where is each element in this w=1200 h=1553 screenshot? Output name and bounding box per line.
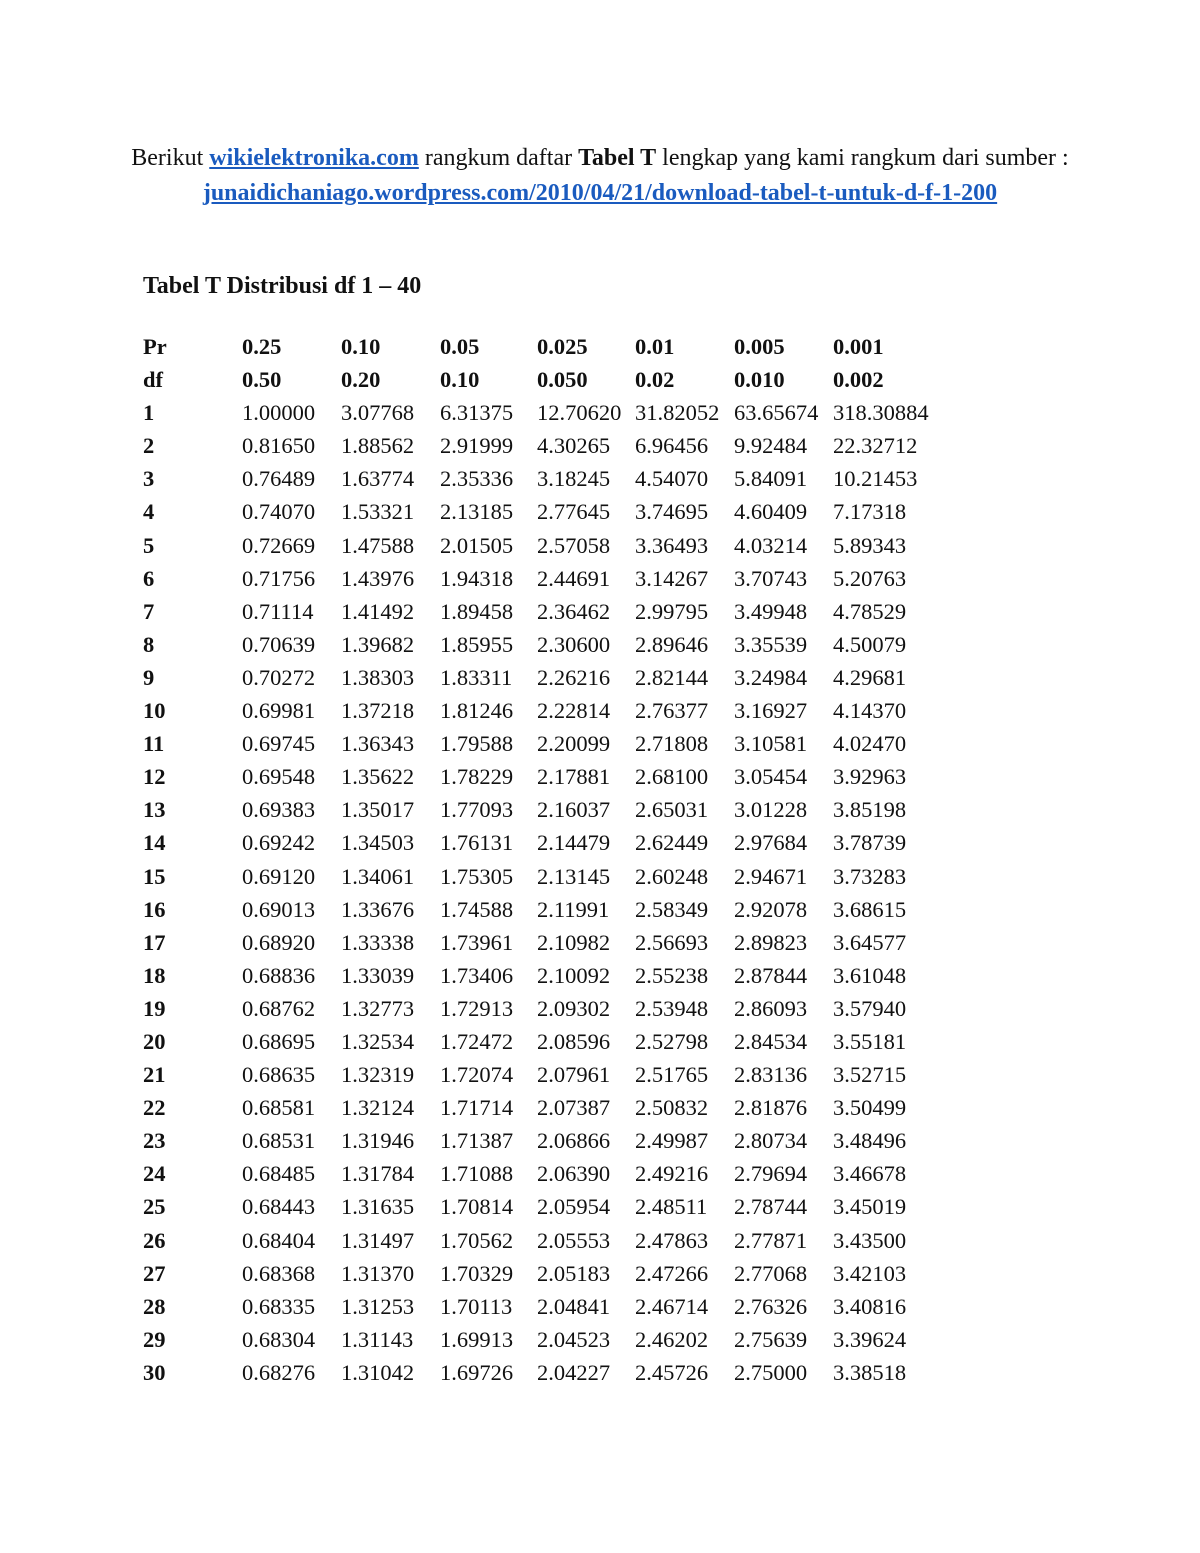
table-cell: 3.92963	[833, 764, 907, 790]
table-cell: 2.07961	[537, 1062, 611, 1088]
table-row	[143, 694, 943, 727]
table-cell: 0.68920	[242, 929, 316, 955]
table-cell: 2.13185	[440, 499, 514, 525]
table-cell: 1.72074	[440, 1062, 514, 1088]
table-cell: 2.49216	[635, 1161, 709, 1187]
row-label-cell: 10	[143, 698, 166, 724]
table-cell: 0.81650	[242, 433, 316, 459]
table-cell: 2.58349	[635, 896, 709, 922]
table-row	[143, 661, 943, 694]
table-cell: 2.79694	[734, 1161, 808, 1187]
table-cell: 1.33039	[341, 962, 415, 988]
section-heading: Tabel T Distribusi df 1 – 40	[143, 273, 422, 299]
table-cell: 22.32712	[833, 433, 918, 459]
table-cell: 1.88562	[341, 433, 415, 459]
row-label-cell: 2	[143, 433, 155, 459]
intro-paragraph	[130, 141, 1070, 211]
table-cell: 1.00000	[242, 400, 316, 426]
table-row	[143, 1157, 943, 1190]
table-row	[143, 793, 943, 826]
table-cell: 2.35336	[440, 466, 514, 492]
table-cell: 1.85955	[440, 631, 514, 657]
table-cell: 2.13145	[537, 863, 611, 889]
row-label-cell: 28	[143, 1293, 166, 1319]
table-row	[143, 495, 943, 528]
row-label-cell: 21	[143, 1062, 166, 1088]
table-cell: 2.86093	[734, 995, 808, 1021]
table-cell: 1.89458	[440, 598, 514, 624]
table-cell: 4.78529	[833, 598, 907, 624]
row-label-cell: 9	[143, 664, 155, 690]
table-cell: 2.99795	[635, 598, 709, 624]
table-cell: 0.69120	[242, 863, 316, 889]
table-cell: 1.32124	[341, 1095, 415, 1121]
table-row	[143, 959, 943, 992]
table-cell: 1.31635	[341, 1194, 415, 1220]
table-row	[143, 1356, 943, 1389]
table-cell: 1.53321	[341, 499, 415, 525]
table-cell: 0.74070	[242, 499, 316, 525]
row-label-cell: 12	[143, 764, 166, 790]
table-cell: 2.44691	[537, 565, 611, 591]
table-cell: 1.33338	[341, 929, 415, 955]
table-cell: 63.65674	[734, 400, 819, 426]
table-cell: 0.68581	[242, 1095, 316, 1121]
table-row	[143, 893, 943, 926]
table-cell: 1.94318	[440, 565, 514, 591]
table-cell: 2.08596	[537, 1028, 611, 1054]
intro-bold-tabel-t: Tabel T	[578, 145, 657, 171]
table-row	[143, 1124, 943, 1157]
table-cell: 1.70113	[440, 1293, 513, 1319]
row-label-cell: 5	[143, 532, 155, 558]
table-cell: 0.025	[537, 334, 588, 359]
table-cell: 1.77093	[440, 797, 514, 823]
table-cell: 2.60248	[635, 863, 709, 889]
table-cell: 3.18245	[537, 466, 611, 492]
table-cell: 3.42103	[833, 1260, 907, 1286]
table-cell: 0.68762	[242, 995, 316, 1021]
table-row	[143, 860, 943, 893]
table-cell: 4.30265	[537, 433, 611, 459]
table-cell: 0.68635	[242, 1062, 316, 1088]
table-cell: 2.47863	[635, 1227, 709, 1253]
table-cell: 0.01	[635, 334, 675, 359]
table-cell: 0.68368	[242, 1260, 316, 1286]
table-cell: 4.03214	[734, 532, 808, 558]
table-row	[143, 1323, 943, 1356]
table-cell: 2.04523	[537, 1326, 611, 1352]
row-label-cell: 22	[143, 1095, 166, 1121]
table-cell: 1.79588	[440, 731, 514, 757]
table-cell: 0.71114	[242, 598, 314, 624]
table-cell: 2.04841	[537, 1293, 611, 1319]
table-cell: 1.32319	[341, 1062, 415, 1088]
table-cell: 3.48496	[833, 1128, 907, 1154]
table-row	[143, 628, 943, 661]
intro-text-3: lengkap yang kami rangkum dari sumber :	[656, 145, 1069, 171]
table-cell: 3.16927	[734, 698, 808, 724]
table-cell: 4.29681	[833, 664, 907, 690]
t-distribution-table	[143, 330, 943, 1389]
table-cell: 2.04227	[537, 1359, 611, 1385]
table-cell: 0.68531	[242, 1128, 316, 1154]
table-cell: 1.71088	[440, 1161, 514, 1187]
table-cell: 2.84534	[734, 1028, 808, 1054]
row-label-cell: 1	[143, 400, 155, 426]
table-cell: 1.72472	[440, 1028, 514, 1054]
table-cell: 3.40816	[833, 1293, 907, 1319]
table-cell: 2.45726	[635, 1359, 709, 1385]
table-cell: 1.35622	[341, 764, 415, 790]
table-cell: 3.10581	[734, 731, 808, 757]
table-cell: 2.91999	[440, 433, 514, 459]
table-cell: 1.31497	[341, 1227, 415, 1253]
table-row	[143, 562, 943, 595]
table-cell: 1.31946	[341, 1128, 415, 1154]
table-cell: 2.05954	[537, 1194, 611, 1220]
table-cell: 1.31253	[341, 1293, 415, 1319]
table-cell: 2.49987	[635, 1128, 709, 1154]
table-cell: 1.78229	[440, 764, 514, 790]
table-cell: 1.31784	[341, 1161, 415, 1187]
table-cell: 2.97684	[734, 830, 808, 856]
table-row	[143, 760, 943, 793]
table-cell: 4.54070	[635, 466, 709, 492]
wikielektronika-link[interactable]: wikielektronika.com	[209, 145, 419, 171]
table-cell: 2.80734	[734, 1128, 808, 1154]
table-cell: 3.85198	[833, 797, 907, 823]
table-cell: 3.73283	[833, 863, 907, 889]
table-cell: 0.10	[440, 367, 480, 393]
table-cell: 1.31042	[341, 1359, 415, 1385]
table-cell: 3.64577	[833, 929, 907, 955]
table-row	[143, 1058, 943, 1091]
table-cell: 2.81876	[734, 1095, 808, 1121]
table-cell: 0.68335	[242, 1293, 316, 1319]
table-cell: 2.47266	[635, 1260, 709, 1286]
table-cell: 1.38303	[341, 664, 415, 690]
row-label-cell: 24	[143, 1161, 166, 1187]
table-cell: 6.31375	[440, 400, 514, 426]
table-cell: 5.89343	[833, 532, 907, 558]
table-row	[143, 429, 943, 462]
row-label-cell: 20	[143, 1028, 166, 1054]
row-label-cell: 25	[143, 1194, 166, 1220]
table-cell: 2.68100	[635, 764, 709, 790]
table-cell: 3.46678	[833, 1161, 907, 1187]
table-cell: 2.14479	[537, 830, 611, 856]
table-cell: 2.52798	[635, 1028, 709, 1054]
table-cell: 1.71714	[440, 1095, 514, 1121]
table-cell: 0.69548	[242, 764, 316, 790]
table-cell: 4.50079	[833, 631, 907, 657]
table-cell: 0.68695	[242, 1028, 316, 1054]
table-row	[143, 396, 943, 429]
table-cell: 1.32773	[341, 995, 415, 1021]
table-cell: 2.16037	[537, 797, 611, 823]
table-cell: 2.78744	[734, 1194, 808, 1220]
table-cell: 1.70329	[440, 1260, 514, 1286]
row-label-cell: 4	[143, 499, 155, 525]
table-cell: 3.70743	[734, 565, 808, 591]
table-cell: 0.68276	[242, 1359, 316, 1385]
table-row	[143, 1190, 943, 1223]
table-cell: 1.71387	[440, 1128, 514, 1154]
table-cell: 2.71808	[635, 731, 709, 757]
table-cell: 2.94671	[734, 863, 808, 889]
table-cell: 1.47588	[341, 532, 415, 558]
table-cell: 2.22814	[537, 698, 611, 724]
table-cell: 1.70562	[440, 1227, 514, 1253]
row-label-cell: 30	[143, 1359, 166, 1385]
table-cell: 3.78739	[833, 830, 907, 856]
table-cell: 1.39682	[341, 631, 415, 657]
table-cell: 2.07387	[537, 1095, 611, 1121]
table-cell: 1.83311	[440, 664, 513, 690]
table-row	[143, 926, 943, 959]
table-cell: 2.55238	[635, 962, 709, 988]
table-cell: 3.07768	[341, 400, 415, 426]
table-cell: 0.69745	[242, 731, 316, 757]
table-cell: 0.68836	[242, 962, 316, 988]
table-cell: 1.73406	[440, 962, 514, 988]
table-cell: 2.65031	[635, 797, 709, 823]
table-cell: 2.75000	[734, 1359, 808, 1385]
table-cell: 0.69242	[242, 830, 316, 856]
table-cell: 3.49948	[734, 598, 808, 624]
table-cell: 0.68443	[242, 1194, 316, 1220]
table-cell: 3.35539	[734, 631, 808, 657]
table-cell: 3.61048	[833, 962, 907, 988]
table-cell: 0.69013	[242, 896, 316, 922]
table-cell: 1.63774	[341, 466, 415, 492]
table-cell: 0.001	[833, 334, 884, 359]
table-cell: 2.48511	[635, 1194, 708, 1220]
table-cell: 3.01228	[734, 797, 808, 823]
table-cell: 2.77871	[734, 1227, 808, 1253]
table-cell: 1.41492	[341, 598, 415, 624]
row-label-cell: 7	[143, 598, 155, 624]
table-row	[143, 595, 943, 628]
table-cell: 1.36343	[341, 731, 415, 757]
table-cell: 0.71756	[242, 565, 316, 591]
table-row	[143, 727, 943, 760]
table-cell: 2.62449	[635, 830, 709, 856]
table-cell: 0.010	[734, 367, 785, 393]
table-cell: 2.87844	[734, 962, 808, 988]
table-cell: 3.50499	[833, 1095, 907, 1121]
table-cell: 1.35017	[341, 797, 415, 823]
table-cell: 2.75639	[734, 1326, 808, 1352]
table-cell: 6.96456	[635, 433, 709, 459]
row-label-cell: 13	[143, 797, 166, 823]
table-cell: 1.43976	[341, 565, 415, 591]
table-cell: 2.82144	[635, 664, 709, 690]
table-row	[143, 1290, 943, 1323]
table-cell: 4.60409	[734, 499, 808, 525]
table-cell: 5.84091	[734, 466, 808, 492]
row-label-cell: 29	[143, 1326, 166, 1352]
row-label-cell: 16	[143, 896, 166, 922]
table-cell: 2.77645	[537, 499, 611, 525]
row-label-cell: 17	[143, 929, 166, 955]
table-row	[143, 462, 943, 495]
table-cell: 3.74695	[635, 499, 709, 525]
table-row	[143, 992, 943, 1025]
table-cell: 5.20763	[833, 565, 907, 591]
table-cell: 0.76489	[242, 466, 316, 492]
table-cell: 2.56693	[635, 929, 709, 955]
row-label-cell: 15	[143, 863, 166, 889]
table-cell: 2.83136	[734, 1062, 808, 1088]
table-cell: 3.14267	[635, 565, 709, 591]
table-cell: 0.25	[242, 334, 282, 359]
table-cell: 0.68304	[242, 1326, 316, 1352]
table-cell: 0.05	[440, 334, 480, 359]
table-cell: 2.89646	[635, 631, 709, 657]
table-cell: 4.14370	[833, 698, 907, 724]
table-cell: 2.17881	[537, 764, 611, 790]
table-cell: 2.05183	[537, 1260, 611, 1286]
row-label-cell: 18	[143, 962, 166, 988]
table-cell: 3.55181	[833, 1028, 907, 1054]
source-link[interactable]: junaidichaniago.wordpress.com/2010/04/21/download-tabel-t-untuk-d-f-1-200	[202, 180, 998, 206]
row-label-cell: df	[143, 367, 164, 393]
header-row-pr	[143, 330, 943, 363]
table-cell: 9.92484	[734, 433, 808, 459]
table-cell: 0.69981	[242, 698, 316, 724]
table-cell: 0.70639	[242, 631, 316, 657]
table-cell: 1.73961	[440, 929, 514, 955]
table-cell: 2.89823	[734, 929, 808, 955]
table-cell: 1.76131	[440, 830, 514, 856]
header-row-df	[143, 363, 943, 396]
table-cell: 1.69726	[440, 1359, 514, 1385]
table-cell: 7.17318	[833, 499, 907, 525]
table-cell: 2.92078	[734, 896, 808, 922]
table-cell: 2.36462	[537, 598, 611, 624]
table-row	[143, 1224, 943, 1257]
table-cell: 3.39624	[833, 1326, 907, 1352]
table-cell: 3.43500	[833, 1227, 907, 1253]
table-cell: 2.30600	[537, 631, 611, 657]
table-row	[143, 529, 943, 562]
table-cell: 0.050	[537, 367, 588, 393]
table-cell: 2.20099	[537, 731, 611, 757]
table-cell: 12.70620	[537, 400, 622, 426]
table-cell: 2.76326	[734, 1293, 808, 1319]
table-cell: 4.02470	[833, 731, 907, 757]
table-cell: 2.51765	[635, 1062, 709, 1088]
table-cell: 1.33676	[341, 896, 415, 922]
row-label-cell: 23	[143, 1128, 166, 1154]
intro-text-1: Berikut	[131, 145, 210, 171]
table-row	[143, 1025, 943, 1058]
table-row	[143, 826, 943, 859]
table-cell: 0.002	[833, 367, 884, 393]
table-cell: 31.82052	[635, 400, 720, 426]
table-cell: 3.52715	[833, 1062, 907, 1088]
table-cell: 2.46202	[635, 1326, 709, 1352]
table-cell: 2.01505	[440, 532, 514, 558]
row-label-cell: 11	[143, 731, 165, 757]
table-cell: 2.53948	[635, 995, 709, 1021]
row-label-cell: 6	[143, 565, 155, 591]
table-cell: 2.57058	[537, 532, 611, 558]
table-cell: 1.75305	[440, 863, 514, 889]
table-cell: 1.31143	[341, 1326, 414, 1352]
table-row	[143, 1091, 943, 1124]
table-cell: 2.05553	[537, 1227, 611, 1253]
table-cell: 1.37218	[341, 698, 415, 724]
table-cell: 0.50	[242, 367, 282, 393]
table-cell: 2.06390	[537, 1161, 611, 1187]
table-cell: 0.72669	[242, 532, 316, 558]
table-cell: 1.32534	[341, 1028, 415, 1054]
table-cell: 0.68485	[242, 1161, 316, 1187]
table-cell: 2.50832	[635, 1095, 709, 1121]
table-cell: 3.57940	[833, 995, 907, 1021]
row-label-cell: 26	[143, 1227, 166, 1253]
table-cell: 2.11991	[537, 896, 610, 922]
table-cell: 3.68615	[833, 896, 907, 922]
table-cell: 1.81246	[440, 698, 514, 724]
table-cell: 0.70272	[242, 664, 316, 690]
intro-text-2: rangkum daftar	[418, 145, 579, 171]
table-cell: 3.38518	[833, 1359, 907, 1385]
row-label-cell: 8	[143, 631, 155, 657]
row-label-cell: 3	[143, 466, 155, 492]
table-cell: 1.69913	[440, 1326, 514, 1352]
table-cell: 0.68404	[242, 1227, 316, 1253]
table-cell: 2.77068	[734, 1260, 808, 1286]
table-cell: 2.09302	[537, 995, 611, 1021]
table-cell: 2.10982	[537, 929, 611, 955]
table-cell: 0.005	[734, 334, 785, 359]
table-cell: 1.74588	[440, 896, 514, 922]
table-cell: 2.26216	[537, 664, 611, 690]
table-cell: 318.30884	[833, 400, 929, 426]
table-cell: 2.46714	[635, 1293, 709, 1319]
row-label-cell: 27	[143, 1260, 166, 1286]
table-cell: 2.76377	[635, 698, 709, 724]
table-cell: 0.10	[341, 334, 381, 359]
table-cell: 1.34061	[341, 863, 415, 889]
table-cell: 2.10092	[537, 962, 611, 988]
table-cell: 1.70814	[440, 1194, 514, 1220]
table-cell: 1.34503	[341, 830, 415, 856]
table-cell: 10.21453	[833, 466, 918, 492]
table-cell: 3.45019	[833, 1194, 907, 1220]
table-cell: 3.36493	[635, 532, 709, 558]
row-label-cell: 14	[143, 830, 166, 856]
table-cell: 3.24984	[734, 664, 808, 690]
table-cell: 1.31370	[341, 1260, 415, 1286]
table-cell: 0.69383	[242, 797, 316, 823]
row-label-cell: 19	[143, 995, 166, 1021]
table-cell: 0.20	[341, 367, 381, 393]
table-cell: 1.72913	[440, 995, 514, 1021]
row-label-cell: Pr	[143, 334, 167, 359]
table-cell: 0.02	[635, 367, 675, 393]
table-cell: 2.06866	[537, 1128, 611, 1154]
table-cell: 3.05454	[734, 764, 808, 790]
table-row	[143, 1257, 943, 1290]
